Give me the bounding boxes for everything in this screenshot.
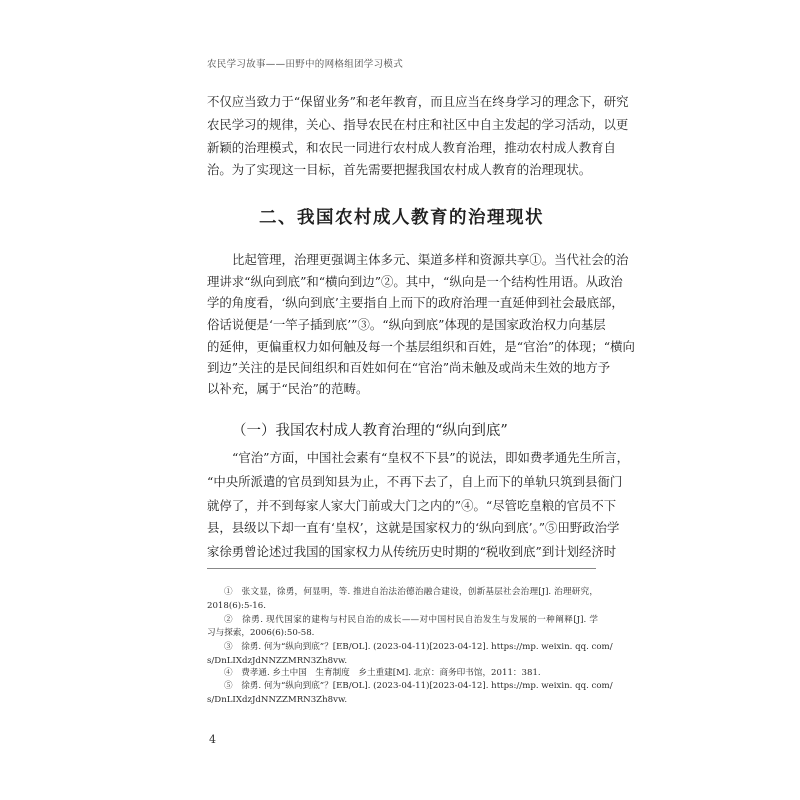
text-line: 到边”关注的是民间组织和百姓如何在“官治”尚未触及或尚未生效的地方予: [207, 360, 611, 375]
footnote-divider: [207, 568, 596, 569]
text-line: 不仅应当致力于“保留业务”和老年教育，而且应当在终身学习的理念下，研究: [207, 94, 629, 109]
text-line: 县，县级以下却一直有‘皇权’，这就是国家权力的‘纵向到底’。”⑤田野政治学: [207, 520, 620, 535]
text-line: “中央所派遣的官员到知县为止，不再下去了，自上而下的单轨只筑到县衙门: [207, 474, 623, 489]
footnote-1: ① 张文显，徐勇，何显明，等. 推进自治法治德治融合建设，创新基层社会治理[J]. 治理研究，: [224, 587, 598, 597]
footnote-4: ④ 费孝通. 乡土中国 生育制度 乡土重建[M]. 北京：商务印书馆，2011：381.: [224, 668, 541, 678]
text-line: 俗话说便是‘一竿子插到底’”③。“纵向到底”体现的是国家政治权力向基层: [207, 317, 606, 332]
text-line: 就停了，并不到每家人家大门前或大门之内的”④。“尽管吃皇粮的官员不下: [207, 498, 617, 513]
page-number: 4: [209, 733, 216, 746]
text-line: 治。为了实现这一目标，首先需要把握我国农村成人教育的治理现状。: [207, 162, 592, 177]
text-line: 农民学习的规律，关心、指导农民在村庄和社区中自主发起的学习活动，以更: [207, 117, 629, 132]
text-line: 理讲求“纵向到底”和“横向到边”②。其中，“纵向是一个结构性用语。从政治: [207, 274, 623, 289]
subsection-heading: （一）我国农村成人教育治理的“纵向到底”: [232, 423, 508, 439]
footnote-2-cont: 习与探索，2006(6):50-58.: [207, 628, 315, 638]
text-line: 新颖的治理模式，和农民一同进行农村成人教育治理，推动农村成人教育自: [207, 140, 616, 155]
text-line: “官治”方面，中国社会素有“皇权不下县”的说法，即如费孝通先生所言，: [232, 450, 630, 465]
text-line: 的延伸，更偏重权力如何触及每一个基层组织和百姓，是“官治”的体现；“横向: [207, 339, 635, 354]
footnote-3-cont: s/DnLIXdzJdNNZZMRN3Zh8vw.: [207, 656, 348, 666]
text-line: 学的角度看，‘纵向到底’主要指自上而下的政府治理一直延伸到社会最底部，: [207, 295, 624, 310]
footnote-2: ② 徐勇. 现代国家的建构与村民自治的成长——对中国村民自治发生与发展的一种阐释[J]. 学: [224, 615, 598, 625]
text-line: 以补充，属于“民治”的范畴。: [207, 381, 369, 396]
footnote-5-cont: s/DnLIXdzJdNNZZMRN3Zh8vw.: [207, 695, 348, 705]
running-header: 农民学习故事——田野中的网格组团学习模式: [207, 59, 404, 70]
footnote-3: ③ 徐勇. 何为“纵向到底”？[EB/OL]. (2023-04-11)[2023-04-12]. https://mp. weixin. qq. com/: [224, 642, 613, 652]
text-line: 比起管理，治理更强调主体多元、渠道多样和资源共享①。当代社会的治: [232, 252, 629, 267]
section-heading: 二、我国农村成人教育的治理现状: [259, 208, 544, 228]
footnote-1-cont: 2018(6):5-16.: [207, 601, 266, 611]
text-line: 家徐勇曾论述过我国的国家权力从传统历史时期的“税收到底”到计划经济时: [207, 544, 617, 559]
footnote-5: ⑤ 徐勇. 何为“纵向到底”？[EB/OL]. (2023-04-11)[2023-04-12]. https://mp. weixin. qq. com/: [224, 681, 613, 691]
